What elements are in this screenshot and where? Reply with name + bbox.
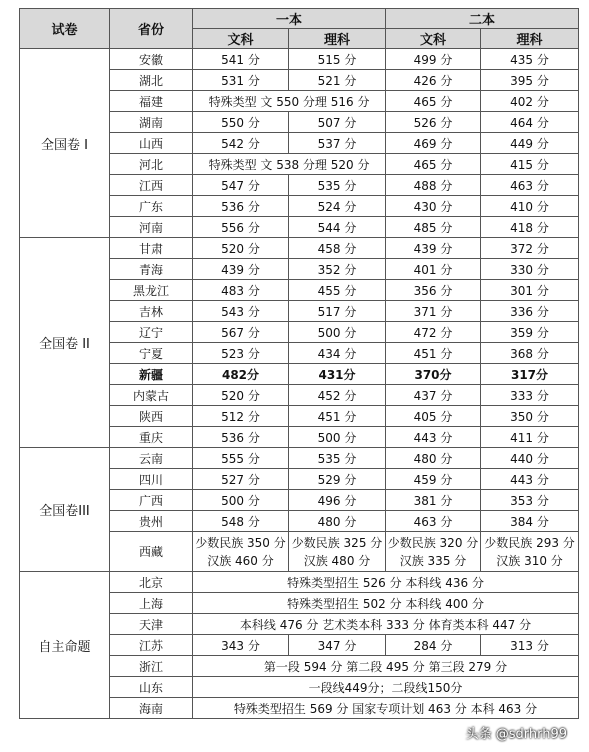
tier2-li-cell: 330 分: [481, 259, 579, 280]
tier2-wen-cell: 401 分: [386, 259, 481, 280]
header-tier1-li: 理科: [289, 29, 386, 49]
tier2-li-cell: 415 分: [481, 154, 579, 175]
score-table: [19, 8, 579, 719]
tier2-wen-cell: 451 分: [386, 343, 481, 364]
province-cell: 西藏: [110, 532, 193, 572]
tier1-wen-cell: 550 分: [193, 112, 289, 133]
province-cell: 甘肃: [110, 238, 193, 259]
tier2-wen-cell: 356 分: [386, 280, 481, 301]
tier2-li-cell: 443 分: [481, 469, 579, 490]
tier2-wen-cell: 485 分: [386, 217, 481, 238]
province-cell: 广西: [110, 490, 193, 511]
paper-cell: 全国卷 I: [20, 49, 110, 238]
province-cell: 贵州: [110, 511, 193, 532]
province-cell: 宁夏: [110, 343, 193, 364]
tier2-wen-cell: 469 分: [386, 133, 481, 154]
tier1-wen-cell: 543 分: [193, 301, 289, 322]
header-tier2: 二本: [386, 9, 579, 29]
tier1-li-cell: 515 分: [289, 49, 386, 70]
province-cell: 重庆: [110, 427, 193, 448]
province-cell: 江西: [110, 175, 193, 196]
tier2-li-cell: 411 分: [481, 427, 579, 448]
minority-score: 少数民族 325 分: [291, 535, 383, 550]
province-cell: 安徽: [110, 49, 193, 70]
han-score: 汉族 480 分: [303, 553, 371, 568]
table-header: [20, 9, 579, 49]
merged-note-cell: 第一段 594 分 第二段 495 分 第三段 279 分: [193, 656, 579, 677]
tier1-wen-cell: 541 分: [193, 49, 289, 70]
tier1-li-cell: 434 分: [289, 343, 386, 364]
minority-score: 少数民族 320 分: [387, 535, 479, 550]
tier1-wen-cell: 536 分: [193, 427, 289, 448]
tier1-wen-cell: 520 分: [193, 238, 289, 259]
tier2-wen-cell: 465 分: [386, 91, 481, 112]
tier2-li-cell: 353 分: [481, 490, 579, 511]
merged-note-cell: 一段线449分；二段线150分: [193, 677, 579, 698]
tier2-li-cell: 402 分: [481, 91, 579, 112]
tier2-wen-cell: 437 分: [386, 385, 481, 406]
tier1-li-cell: 507 分: [289, 112, 386, 133]
tier2-li-cell: [481, 532, 579, 572]
tier2-wen-cell: 472 分: [386, 322, 481, 343]
tier2-wen-cell: 526 分: [386, 112, 481, 133]
tier2-wen-cell: 426 分: [386, 70, 481, 91]
tier2-wen-cell: 480 分: [386, 448, 481, 469]
tier2-li-cell: 350 分: [481, 406, 579, 427]
tier1-wen-cell: 482分: [193, 364, 289, 385]
province-cell: 四川: [110, 469, 193, 490]
province-cell: 天津: [110, 614, 193, 635]
tier1-li-cell: 480 分: [289, 511, 386, 532]
tier1-li-cell: 496 分: [289, 490, 386, 511]
province-cell: 北京: [110, 572, 193, 593]
tier2-li-cell: 368 分: [481, 343, 579, 364]
table-row: [20, 572, 579, 593]
tier1-merged-cell: 特殊类型 文 550 分理 516 分: [193, 91, 386, 112]
header-tier2-li: 理科: [481, 29, 579, 49]
tier1-wen-cell: 555 分: [193, 448, 289, 469]
tier1-wen-cell: 556 分: [193, 217, 289, 238]
header-tier1: 一本: [193, 9, 386, 29]
tier2-wen-cell: 465 分: [386, 154, 481, 175]
province-cell: 吉林: [110, 301, 193, 322]
tier2-li-cell: 372 分: [481, 238, 579, 259]
province-cell: 辽宁: [110, 322, 193, 343]
tier2-li-cell: 435 分: [481, 49, 579, 70]
tier2-wen-cell: 405 分: [386, 406, 481, 427]
province-cell: 河南: [110, 217, 193, 238]
tier1-wen-cell: 512 分: [193, 406, 289, 427]
han-score: 汉族 310 分: [496, 553, 563, 568]
tier1-wen-cell: 343 分: [193, 635, 289, 656]
tier1-li-cell: 521 分: [289, 70, 386, 91]
province-cell: 内蒙古: [110, 385, 193, 406]
province-cell: 山西: [110, 133, 193, 154]
tier2-li-cell: 317分: [481, 364, 579, 385]
tier1-li-cell: 458 分: [289, 238, 386, 259]
tier1-wen-cell: 531 分: [193, 70, 289, 91]
header-tier1-wen: 文科: [193, 29, 289, 49]
tier2-wen-cell: 463 分: [386, 511, 481, 532]
province-cell: 云南: [110, 448, 193, 469]
header-paper: 试卷: [20, 9, 110, 49]
tier2-wen-cell: 381 分: [386, 490, 481, 511]
tier1-wen-cell: 520 分: [193, 385, 289, 406]
province-cell: 广东: [110, 196, 193, 217]
province-cell: 青海: [110, 259, 193, 280]
paper-cell: 全国卷III: [20, 448, 110, 572]
tier1-merged-cell: 特殊类型 文 538 分理 520 分: [193, 154, 386, 175]
paper-cell: 自主命题: [20, 572, 110, 719]
tier2-wen-cell: 443 分: [386, 427, 481, 448]
tier1-wen-cell: 483 分: [193, 280, 289, 301]
tier2-wen-cell: 439 分: [386, 238, 481, 259]
tier2-li-cell: 449 分: [481, 133, 579, 154]
merged-note-cell: 特殊类型招生 526 分 本科线 436 分: [193, 572, 579, 593]
tier2-li-cell: 336 分: [481, 301, 579, 322]
province-cell: 海南: [110, 698, 193, 719]
province-cell: 上海: [110, 593, 193, 614]
province-cell: 新疆: [110, 364, 193, 385]
tier1-li-cell: 500 分: [289, 322, 386, 343]
watermark: 头条 @sdrhrh99: [465, 727, 567, 742]
tier2-li-cell: 410 分: [481, 196, 579, 217]
tier1-wen-cell: 500 分: [193, 490, 289, 511]
table-body: [20, 49, 579, 719]
table-row: [20, 448, 579, 469]
tier2-li-cell: 418 分: [481, 217, 579, 238]
province-cell: 湖北: [110, 70, 193, 91]
tier2-li-cell: 359 分: [481, 322, 579, 343]
table-row: [20, 238, 579, 259]
tier1-li-cell: 544 分: [289, 217, 386, 238]
tier2-li-cell: 313 分: [481, 635, 579, 656]
tier1-li-cell: 537 分: [289, 133, 386, 154]
tier2-wen-cell: 459 分: [386, 469, 481, 490]
province-cell: 福建: [110, 91, 193, 112]
tier2-li-cell: 301 分: [481, 280, 579, 301]
tier2-wen-cell: 371 分: [386, 301, 481, 322]
tier1-li-cell: 524 分: [289, 196, 386, 217]
tier1-wen-cell: 548 分: [193, 511, 289, 532]
tier1-wen-cell: 439 分: [193, 259, 289, 280]
merged-note-cell: 特殊类型招生 502 分 本科线 400 分: [193, 593, 579, 614]
province-cell: 湖南: [110, 112, 193, 133]
paper-cell: 全国卷 II: [20, 238, 110, 448]
tier2-li-cell: 384 分: [481, 511, 579, 532]
tier1-wen-cell: 542 分: [193, 133, 289, 154]
tier2-wen-cell: [386, 532, 481, 572]
tier2-wen-cell: 488 分: [386, 175, 481, 196]
tier2-li-cell: 464 分: [481, 112, 579, 133]
tier1-li-cell: 451 分: [289, 406, 386, 427]
tier1-li-cell: 535 分: [289, 175, 386, 196]
han-score: 汉族 460 分: [207, 553, 274, 568]
header-tier2-wen: 文科: [386, 29, 481, 49]
tier1-li-cell: 347 分: [289, 635, 386, 656]
province-cell: 河北: [110, 154, 193, 175]
province-cell: 山东: [110, 677, 193, 698]
tier1-li-cell: 431分: [289, 364, 386, 385]
tier1-wen-cell: 547 分: [193, 175, 289, 196]
table-row: [20, 49, 579, 70]
province-cell: 陕西: [110, 406, 193, 427]
tier1-li-cell: 517 分: [289, 301, 386, 322]
tier2-li-cell: 333 分: [481, 385, 579, 406]
tier1-li-cell: 452 分: [289, 385, 386, 406]
minority-score: 少数民族 293 分: [484, 535, 575, 550]
province-cell: 江苏: [110, 635, 193, 656]
tier1-wen-cell: 523 分: [193, 343, 289, 364]
tier1-li-cell: 455 分: [289, 280, 386, 301]
tier1-wen-cell: 527 分: [193, 469, 289, 490]
tier1-li-cell: 352 分: [289, 259, 386, 280]
header-province: 省份: [110, 9, 193, 49]
tier2-wen-cell: 370分: [386, 364, 481, 385]
province-cell: 浙江: [110, 656, 193, 677]
tier1-li-cell: 500 分: [289, 427, 386, 448]
tier2-li-cell: 395 分: [481, 70, 579, 91]
tier2-wen-cell: 284 分: [386, 635, 481, 656]
tier1-wen-cell: 536 分: [193, 196, 289, 217]
merged-note-cell: 特殊类型招生 569 分 国家专项计划 463 分 本科 463 分: [193, 698, 579, 719]
tier1-li-cell: 535 分: [289, 448, 386, 469]
tier1-wen-cell: 567 分: [193, 322, 289, 343]
minority-score: 少数民族 350 分: [195, 535, 286, 550]
merged-note-cell: 本科线 476 分 艺术类本科 333 分 体育类本科 447 分: [193, 614, 579, 635]
tier1-li-cell: 529 分: [289, 469, 386, 490]
tier2-wen-cell: 430 分: [386, 196, 481, 217]
tier2-wen-cell: 499 分: [386, 49, 481, 70]
tier2-li-cell: 440 分: [481, 448, 579, 469]
tier2-li-cell: 463 分: [481, 175, 579, 196]
province-cell: 黑龙江: [110, 280, 193, 301]
tier1-li-cell: [289, 532, 386, 572]
tier1-wen-cell: [193, 532, 289, 572]
han-score: 汉族 335 分: [399, 553, 467, 568]
